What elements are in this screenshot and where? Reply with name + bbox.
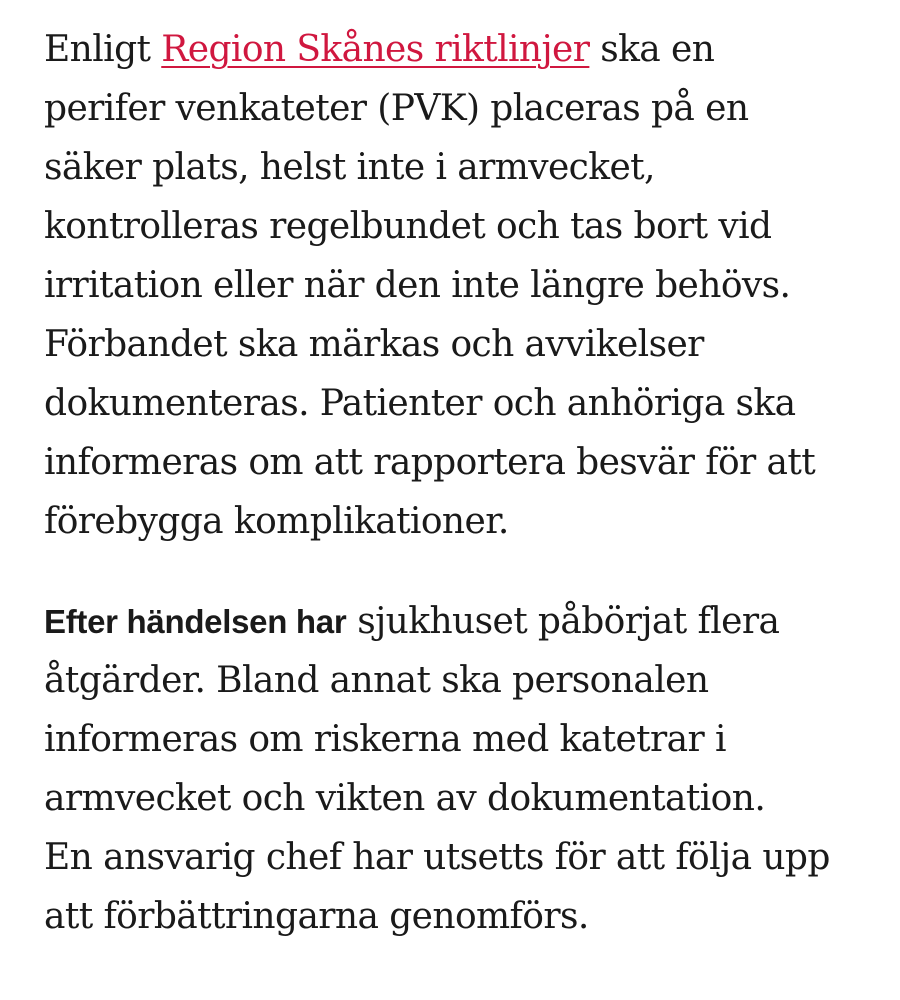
text-line: irritation eller när den inte längre behövs. [44, 265, 791, 306]
text-line: armvecket och vikten av dokumentation. [44, 778, 766, 819]
text-line: att förbättringarna genomförs. [44, 896, 589, 937]
text-line: säker plats, helst inte i armvecket, [44, 147, 655, 188]
text-line [44, 20, 815, 79]
line-prefix: Enligt [44, 29, 162, 70]
paragraph-guidelines [44, 20, 815, 551]
line-rest: sjukhuset påbörjat flera [346, 601, 780, 642]
text-line: informeras om riskerna med katetrar i [44, 719, 726, 760]
text-line: perifer venkateter (PVK) placeras på en [44, 88, 749, 129]
line-suffix: ska en [589, 29, 715, 70]
text-line: förebygga komplikationer. [44, 501, 509, 542]
paragraph-lead-in: Efter händelsen har [44, 603, 347, 640]
paragraph-measures [44, 592, 830, 946]
text-line: åtgärder. Bland annat ska personalen [44, 660, 709, 701]
region-skane-guidelines-link[interactable]: Region Skånes riktlinjer [161, 29, 590, 70]
text-line: Förbandet ska märkas och avvikelser [44, 324, 704, 365]
text-line: En ansvarig chef har utsetts för att följa upp [44, 837, 830, 878]
text-line: kontrolleras regelbundet och tas bort vid [44, 206, 772, 247]
text-line: dokumenteras. Patienter och anhöriga ska [44, 383, 796, 424]
text-line: informeras om att rapportera besvär för att [44, 442, 816, 483]
text-line [44, 592, 830, 651]
